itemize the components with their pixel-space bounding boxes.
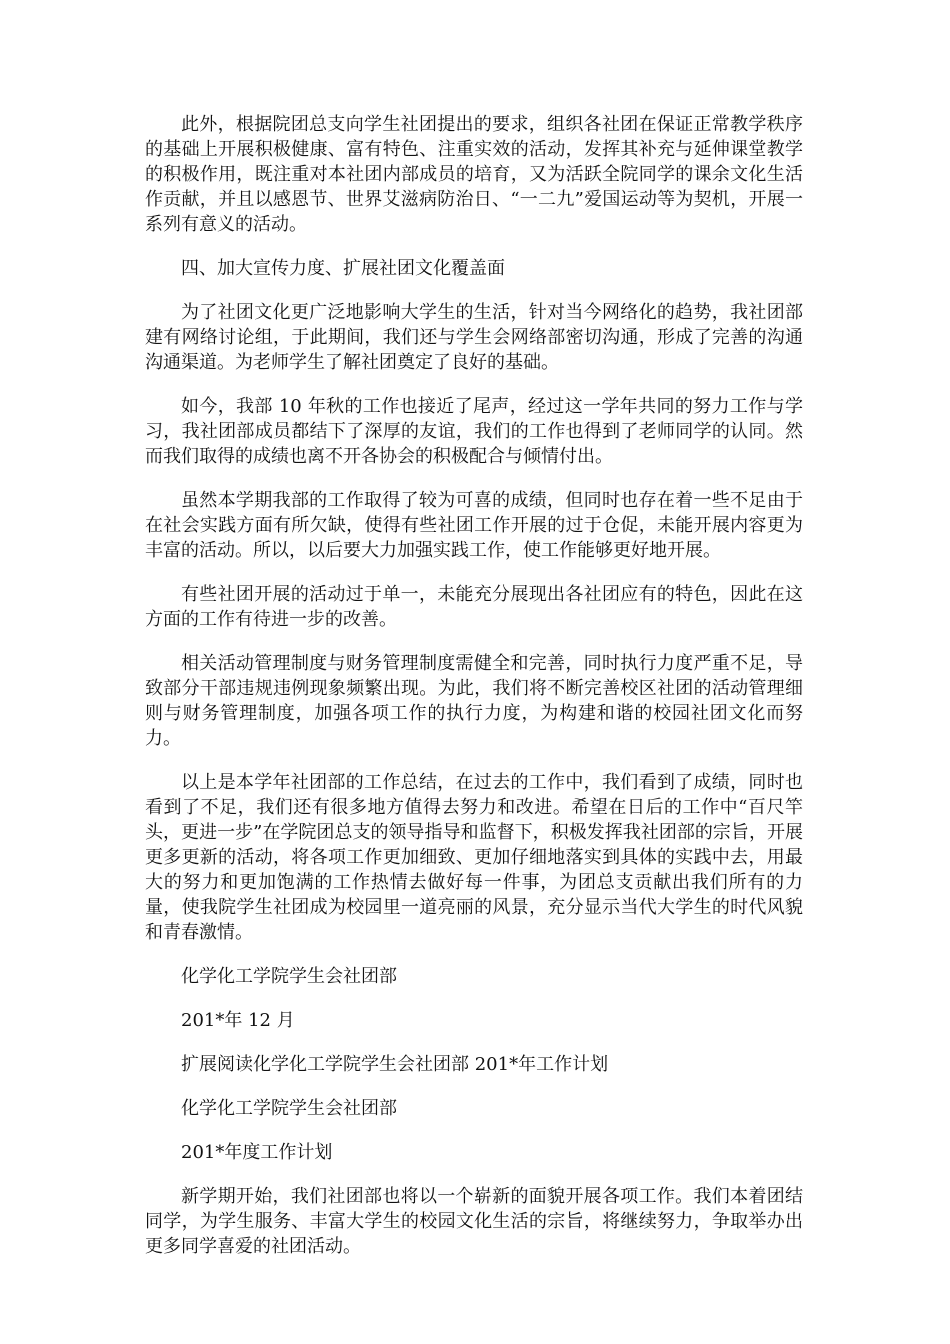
paragraph-new-semester: 新学期开始，我们社团部也将以一个崭新的面貌开展各项工作。我们本着团结同学，为学生服务、丰富大学生的校园文化生活的宗旨，将继续努力，争取举办出更多同学喜爱的社团活动。 <box>145 1186 803 1257</box>
paragraph-single-activities: 有些社团开展的活动过于单一，未能充分展现出各社团应有的特色，因此在这方面的工作有待进一步的改善。 <box>145 584 803 630</box>
paragraph-management: 相关活动管理制度与财务管理制度需健全和完善，同时执行力度严重不足，导致部分干部违规违例现象频繁出现。为此，我们将不断完善校区社团的活动管理细则与财务管理制度，加强各项工作的执行力度，为构建和谐的校园社团文化而努力。 <box>145 653 803 749</box>
paragraph-shortcomings: 虽然本学期我部的工作取得了较为可喜的成绩，但同时也存在着一些不足由于在社会实践方面有所欠缺，使得有些社团工作开展的过于仓促，未能开展内容更为丰富的活动。所以，以后要大力加强实践工作，使工作能够更好地开展。 <box>145 490 803 561</box>
section-heading-publicity: 四、加大宣传力度、扩展社团文化覆盖面 <box>181 258 505 279</box>
paragraph-activities: 此外，根据院团总支向学生社团提出的要求，组织各社团在保证正常教学秩序的基础上开展积极健康、富有特色、注重实效的活动，发挥其补充与延伸课堂教学的积极作用，既注重对本社团内部成员的培育，又为活跃全院同学的课余文化生活作贡献，并且以感恩节、世界艾滋病防治日、“一二九”爱国运动等为契机，开展一系列有意义的活动。 <box>145 114 803 235</box>
signature-org: 化学化工学院学生会社团部 <box>181 966 397 987</box>
plan-title: 201*年度工作计划 <box>181 1142 333 1163</box>
plan-org: 化学化工学院学生会社团部 <box>181 1098 397 1119</box>
paragraph-summary: 以上是本学年社团部的工作总结，在过去的工作中，我们看到了成绩，同时也看到了不足，我们还有很多地方值得去努力和改进。希望在日后的工作中“百尺竿头，更进一步”在学院团总支的领导指导和监督下，积极发挥我社团部的宗旨，开展更多更新的活动，将各项工作更加细致、更加仔细地落实到具体的实践中去，用最大的努力和更加饱满的工作热情去做好每一件事，为团总支贡献出我们所有的力量，使我院学生社团成为校园里一道亮丽的风景，充分显示当代大学生的时代风貌和青春激情。 <box>145 772 803 943</box>
signature-date: 201*年 12 月 <box>181 1010 295 1031</box>
paragraph-network: 为了社团文化更广泛地影响大学生的生活，针对当今网络化的趋势，我社团部建有网络讨论组，于此期间，我们还与学生会网络部密切沟通，形成了完善的沟通沟通渠道。为老师学生了解社团奠定了良好的基础。 <box>145 302 803 373</box>
paragraph-year-end: 如今，我部 10 年秋的工作也接近了尾声，经过这一学年共同的努力工作与学习，我社团部成员都结下了深厚的友谊，我们的工作也得到了老师同学的认同。然而我们取得的成绩也离不开各协会的积极配合与倾情付出。 <box>145 396 803 467</box>
extended-reading-title: 扩展阅读化学化工学院学生会社团部 201*年工作计划 <box>181 1054 609 1075</box>
document-page <box>145 112 803 1259</box>
